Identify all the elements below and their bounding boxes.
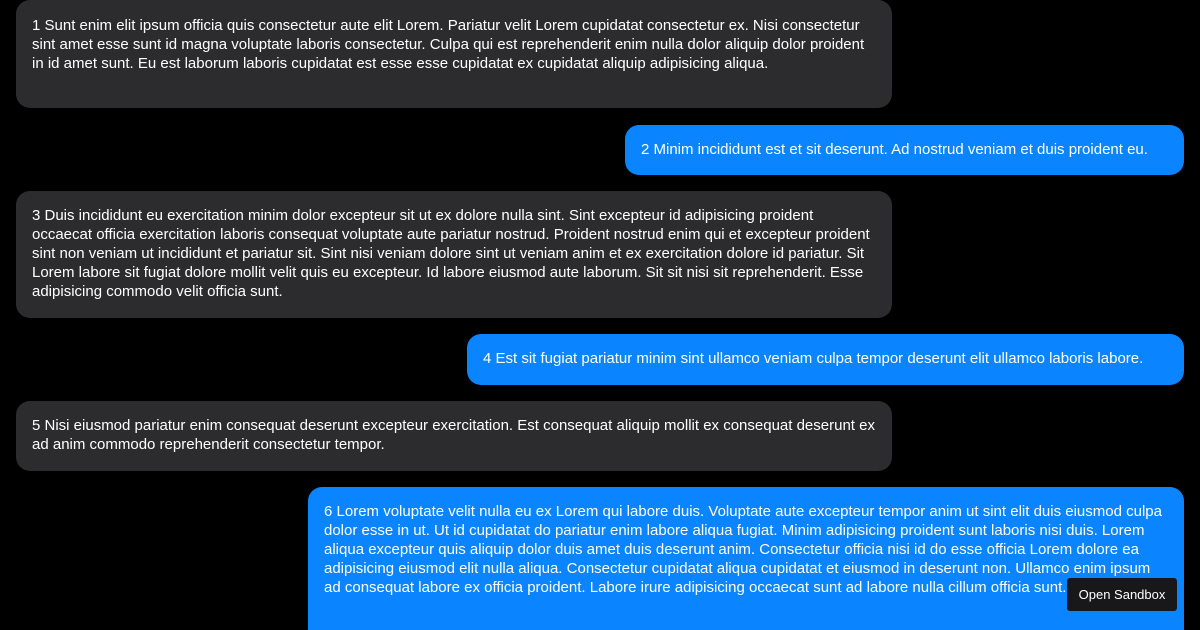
open-sandbox-button[interactable]: Open Sandbox bbox=[1067, 578, 1177, 611]
message-bubble-sent: 4 Est sit fugiat pariatur minim sint ullamco veniam culpa tempor deserunt elit ullamco laboris labore. bbox=[467, 334, 1184, 385]
message-bubble-sent: 2 Minim incididunt est et sit deserunt. Ad nostrud veniam et duis proident eu. bbox=[625, 125, 1184, 175]
message-bubble-received: 1 Sunt enim elit ipsum officia quis consectetur aute elit Lorem. Pariatur velit Lorem cupidatat consectetur ex. Nisi consectetur sint amet esse sunt id magna voluptate laboris consectetur. Culpa qui est reprehenderit enim nulla dolor aliquip dolor proident in id amet sunt. Eu est laborum laboris cupidatat est esse esse cupidatat ex cupidatat aliquip adipisicing aliqua. bbox=[16, 0, 892, 108]
message-bubble-sent: 6 Lorem voluptate velit nulla eu ex Lorem qui labore duis. Voluptate aute excepteur tempor anim ut sint elit duis eiusmod culpa dolor esse in ut. Ut id cupidatat do pariatur enim labore aliqua fugiat. Minim adipisicing proident sunt laboris nisi duis. Lorem aliqua excepteur quis aliquip dolor duis amet duis deserunt anim. Consectetur officia nisi id do esse officia Lorem dolore ea adipisicing eiusmod elit nulla aliqua. Consectetur cupidatat aliqua cupidatat et eiusmod in deserunt non. Ullamco enim ipsum ad consequat labore ex officia proident. Labore irure adipisicing occaecat sunt ad labore nulla cillum officia sunt. bbox=[308, 487, 1184, 630]
message-bubble-received: 5 Nisi eiusmod pariatur enim consequat deserunt excepteur exercitation. Est consequat aliquip mollit ex consequat deserunt ex ad anim commodo reprehenderit consectetur tempor. bbox=[16, 401, 892, 471]
message-bubble-received: 3 Duis incididunt eu exercitation minim dolor excepteur sit ut ex dolore nulla sint. Sint excepteur id adipisicing proident occaecat officia exercitation laboris consequat voluptate aute pariatur nostrud. Proident nostrud enim qui et excepteur proident sint non veniam ut incididunt et pariatur sit. Sint nisi veniam dolore sint ut veniam anim et ex exercitation dolore id pariatur. Sit Lorem labore sit fugiat dolore mollit velit quis eu excepteur. Id labore eiusmod aute laborum. Sit sit nisi sit reprehenderit. Esse adipisicing commodo velit officia sunt. bbox=[16, 191, 892, 318]
